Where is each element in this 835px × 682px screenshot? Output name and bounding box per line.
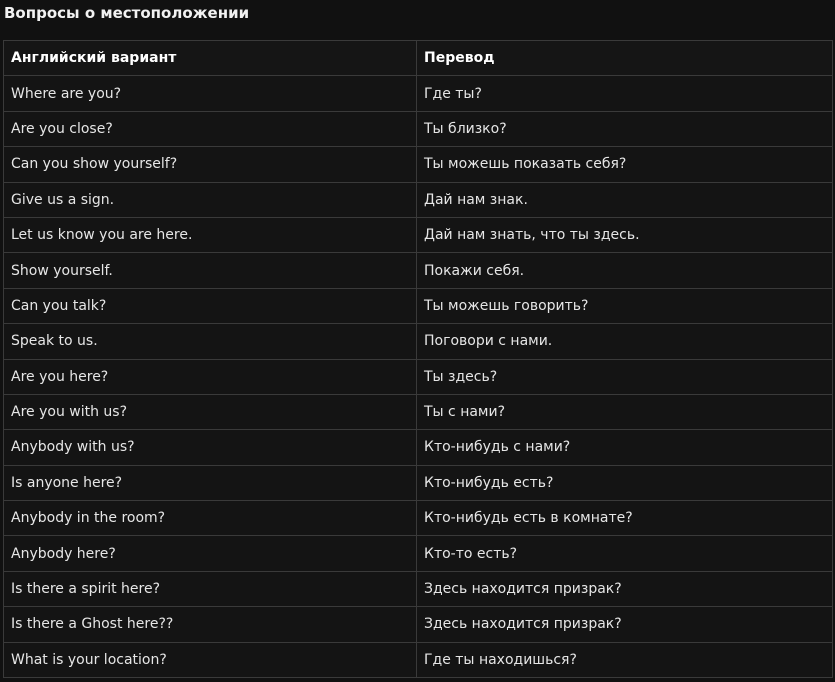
cell-translation: Поговори с нами. [417, 324, 833, 359]
cell-english: Anybody with us? [4, 430, 417, 465]
phrases-table [3, 40, 833, 678]
table-row [4, 253, 833, 288]
page-title: Вопросы о местоположении [4, 4, 250, 22]
table-header-row [4, 41, 833, 76]
table-row [4, 607, 833, 642]
cell-english: Anybody in the room? [4, 501, 417, 536]
cell-english: Anybody here? [4, 536, 417, 571]
table-row [4, 217, 833, 252]
cell-english: Speak to us. [4, 324, 417, 359]
cell-translation: Ты здесь? [417, 359, 833, 394]
table-row [4, 394, 833, 429]
cell-english: Where are you? [4, 76, 417, 111]
cell-translation: Здесь находится призрак? [417, 607, 833, 642]
cell-english: Let us know you are here. [4, 217, 417, 252]
table-row [4, 288, 833, 323]
cell-translation: Ты можешь показать себя? [417, 147, 833, 182]
cell-translation: Дай нам знак. [417, 182, 833, 217]
cell-translation: Где ты? [417, 76, 833, 111]
cell-english: What is your location? [4, 642, 417, 677]
table-row [4, 536, 833, 571]
cell-translation: Кто-нибудь есть? [417, 465, 833, 500]
table-row [4, 465, 833, 500]
cell-english: Is anyone here? [4, 465, 417, 500]
cell-english: Are you here? [4, 359, 417, 394]
table-row [4, 642, 833, 677]
cell-english: Show yourself. [4, 253, 417, 288]
column-header-english: Английский вариант [4, 41, 417, 76]
table-row [4, 147, 833, 182]
cell-translation: Дай нам знать, что ты здесь. [417, 217, 833, 252]
table-row [4, 76, 833, 111]
table-row [4, 430, 833, 465]
cell-english: Can you show yourself? [4, 147, 417, 182]
cell-translation: Покажи себя. [417, 253, 833, 288]
cell-english: Are you close? [4, 111, 417, 146]
cell-english: Are you with us? [4, 394, 417, 429]
cell-translation: Кто-то есть? [417, 536, 833, 571]
cell-english: Is there a Ghost here?? [4, 607, 417, 642]
cell-english: Can you talk? [4, 288, 417, 323]
table-row [4, 571, 833, 606]
cell-english: Is there a spirit here? [4, 571, 417, 606]
cell-translation: Кто-нибудь с нами? [417, 430, 833, 465]
cell-translation: Ты с нами? [417, 394, 833, 429]
cell-translation: Ты можешь говорить? [417, 288, 833, 323]
table-row [4, 359, 833, 394]
table-row [4, 182, 833, 217]
cell-english: Give us a sign. [4, 182, 417, 217]
cell-translation: Здесь находится призрак? [417, 571, 833, 606]
column-header-translation: Перевод [417, 41, 833, 76]
cell-translation: Кто-нибудь есть в комнате? [417, 501, 833, 536]
cell-translation: Где ты находишься? [417, 642, 833, 677]
table-row [4, 324, 833, 359]
cell-translation: Ты близко? [417, 111, 833, 146]
table-row [4, 111, 833, 146]
table-row [4, 501, 833, 536]
